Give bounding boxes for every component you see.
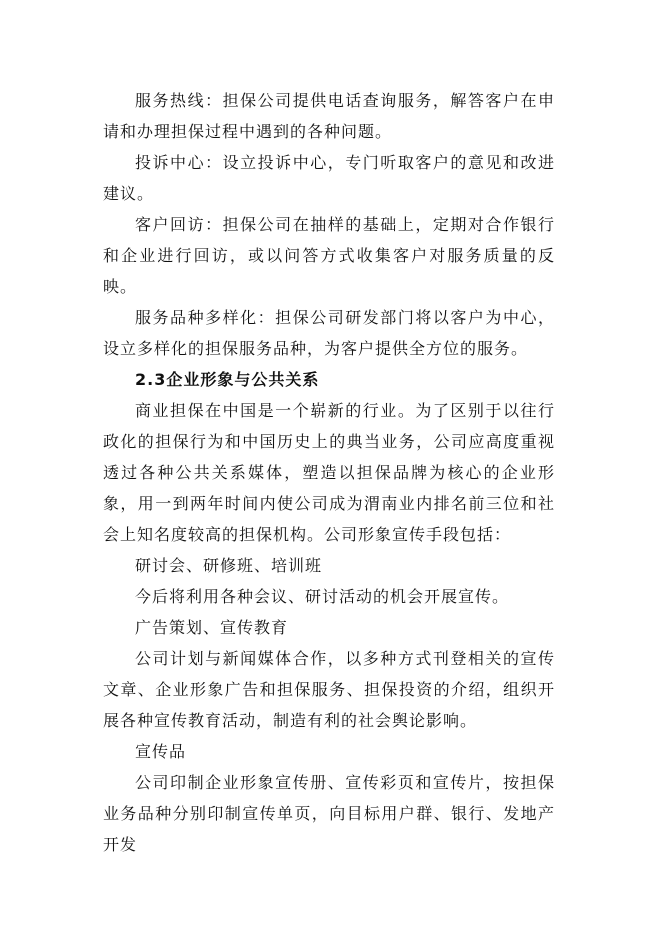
paragraph-advertising-detail: 公司计划与新闻媒体合作，以多种方式刊登相关的宣传文章、企业形象广告和担保服务、担保投资的介绍，组织开展各种宣传教育活动，制造有利的社会舆论影响。 <box>103 649 555 730</box>
section-heading: 2.3企业形象与公共关系 <box>135 370 320 389</box>
document-body <box>103 85 555 860</box>
paragraph-corporate-image: 商业担保在中国是一个崭新的行业。为了区别于以往行政化的担保行为和中国历史上的典当业务，公司应高度重视透过各种公共关系媒体，塑造以担保品牌为核心的企业形象，用一到两年时间内使公司成为渭南业内排名前三位和社会上知名度较高的担保机构。公司形象宣传手段包括： <box>103 401 555 544</box>
list-item-advertising: 广告策划、宣传教育 <box>135 618 289 637</box>
paragraph-customer-visit: 客户回访：担保公司在抽样的基础上，定期对合作银行和企业进行回访，或以问答方式收集客户对服务质量的反映。 <box>103 215 555 296</box>
paragraph-service-diversity: 服务品种多样化：担保公司研发部门将以客户为中心，设立多样化的担保服务品种，为客户提供全方位的服务。 <box>103 308 555 358</box>
paragraph-seminars-detail: 今后将利用各种会议、研讨活动的机会开展宣传。 <box>135 587 510 606</box>
paragraph-service-hotline: 服务热线：担保公司提供电话查询服务，解答客户在申请和办理担保过程中遇到的各种问题。 <box>103 91 555 141</box>
list-item-promo-materials: 宣传品 <box>135 742 187 761</box>
list-item-seminars: 研讨会、研修班、培训班 <box>135 556 323 575</box>
paragraph-complaint-center: 投诉中心：设立投诉中心，专门听取客户的意见和改进建议。 <box>103 153 555 203</box>
paragraph-promo-materials-detail: 公司印制企业形象宣传册、宣传彩页和宣传片，按担保业务品种分别印制宣传单页，向目标用户群、银行、发地产开发 <box>103 773 555 854</box>
